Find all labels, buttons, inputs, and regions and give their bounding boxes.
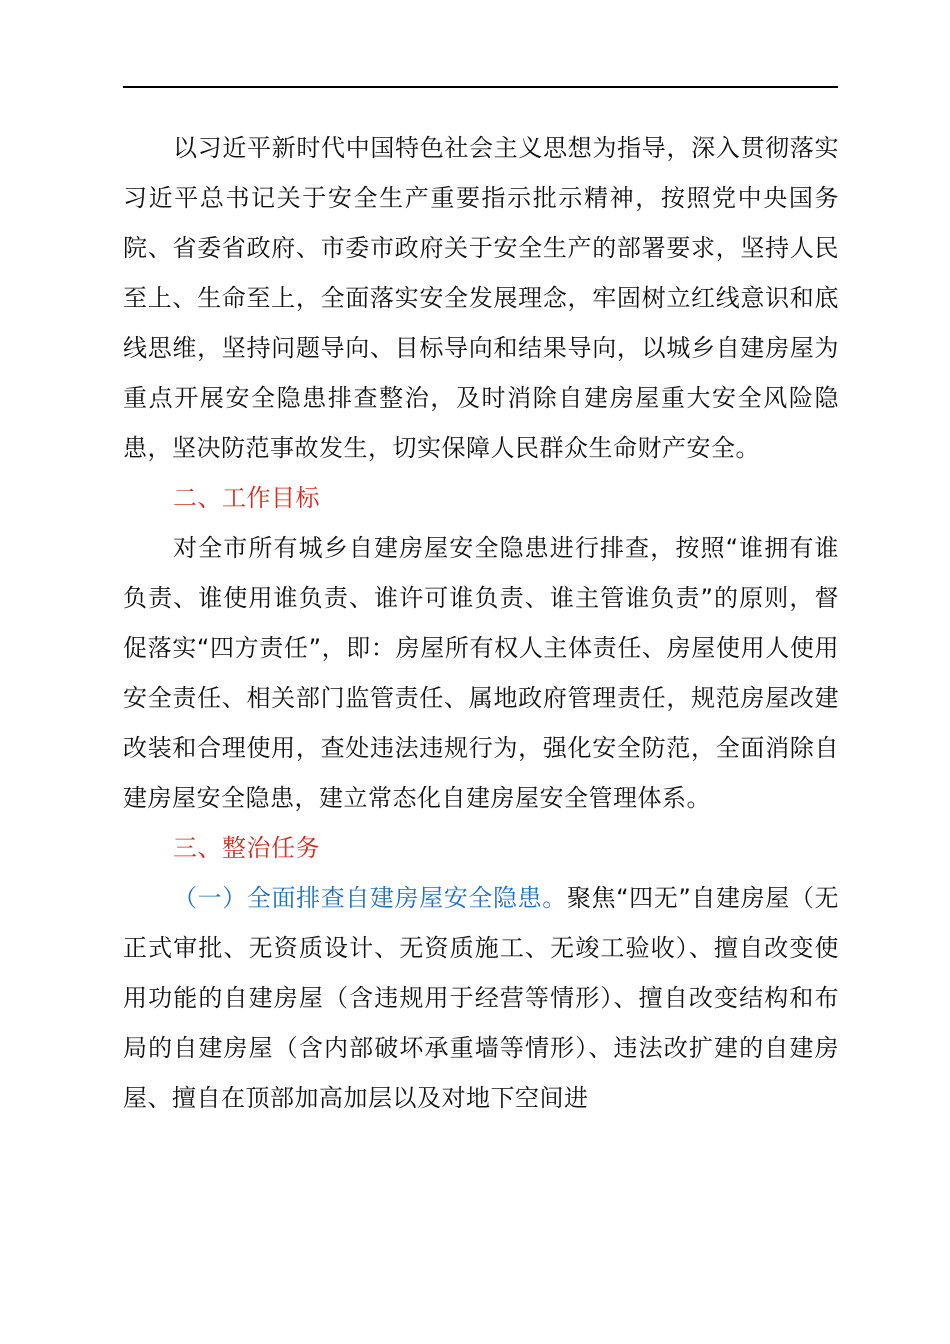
paragraph-work-goals: 对全市所有城乡自建房屋安全隐患进行排查，按照“谁拥有谁负责、谁使用谁负责、谁许可谁负责、谁主管谁负责”的原则，督促落实“四方责任”，即：房屋所有权人主体责任、房屋使用人使用安全责任、相关部门监管责任、属地政府管理责任，规范房屋改建改装和合理使用，查处违法违规行为，强化安全防范，全面消除自建房屋安全隐患，建立常态化自建房屋安全管理体系。 [123, 534, 839, 812]
section-heading-work-goals: 二、工作目标 [173, 484, 320, 512]
header-rule [123, 86, 838, 88]
paragraph-guiding-ideology: 以习近平新时代中国特色社会主义思想为指导，深入贯彻落实习近平总书记关于安全生产重要指示批示精神，按照党中央国务院、省委省政府、市委市政府关于安全生产的部署要求，坚持人民至上、生命至上，全面落实安全发展理念，牢固树立红线意识和底线思维，坚持问题导向、目标导向和结果导向，以城乡自建房屋为重点开展安全隐患排查整治，及时消除自建房屋重大安全风险隐患，坚决防范事故发生，切实保障人民群众生命财产安全。 [123, 134, 839, 462]
subsection-text-task-1: 聚焦“四无”自建房屋（无正式审批、无资质设计、无资质施工、无竣工验收）、擅自改变使用功能的自建房屋（含违规用于经营等情形）、擅自改变结构和布局的自建房屋（含内部破坏承重墙等情形）、违法改扩建的自建房屋、擅自在顶部加高加层以及对地下空间进 [123, 884, 839, 1112]
document-body [123, 123, 839, 1123]
section-heading-remediation-tasks: 三、整治任务 [173, 834, 320, 862]
paragraph-task-1 [123, 873, 839, 1123]
subsection-title-task-1: （一）全面排查自建房屋安全隐患。 [173, 884, 567, 912]
